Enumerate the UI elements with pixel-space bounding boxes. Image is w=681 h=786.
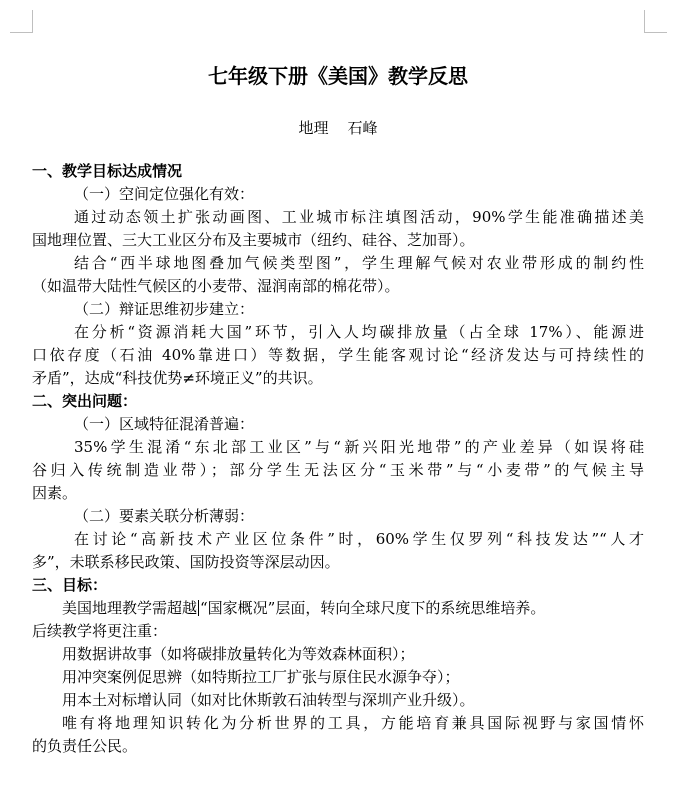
paragraph-line: （如温带大陆性气候区的小麦带、湿润南部的棉花带）。 bbox=[32, 277, 400, 295]
paragraph-line: 因素。 bbox=[32, 484, 78, 502]
paragraph-line: 多”，未联系移民政策、国防投资等深层动因。 bbox=[32, 553, 340, 571]
document-page bbox=[32, 58, 644, 758]
section-1-subheading-1: （一）空间定位强化有效： bbox=[74, 185, 255, 203]
paragraph-line: 谷归入传统制造业带）；部分学生无法区分“玉米带”与“小麦带”的气候主导 bbox=[32, 461, 644, 479]
paragraph-line: 35%学生混淆“东北部工业区”与“新兴阳光地带”的产业差异（如误将硅 bbox=[74, 438, 644, 456]
paragraph-text: 美国地理教学需超越 bbox=[62, 599, 198, 617]
document-author: 地理 石峰 bbox=[298, 119, 378, 137]
section-3-heading: 三、目标： bbox=[32, 576, 108, 594]
section-1-heading: 一、教学目标达成情况 bbox=[32, 162, 183, 180]
paragraph-line-with-cursor[interactable] bbox=[32, 597, 644, 620]
paragraph-line: 口依存度（石油 40%靠进口）等数据，学生能客观讨论“经济发达与可持续性的 bbox=[32, 346, 644, 364]
paragraph-line: 结合“西半球地图叠加气候类型图”，学生理解气候对农业带形成的制约性 bbox=[74, 254, 644, 272]
text-cursor bbox=[198, 600, 199, 616]
paragraph-line: 在分析“资源消耗大国”环节，引入人均碳排放量（占全球 17%）、能源进 bbox=[74, 323, 644, 341]
section-2-heading: 二、突出问题： bbox=[32, 392, 138, 410]
page-corner-mark-top-left bbox=[10, 10, 33, 33]
document-title: 七年级下册《美国》教学反思 bbox=[208, 64, 468, 88]
paragraph-line: 通过动态领土扩张动画图、工业城市标注填图活动，90%学生能准确描述美 bbox=[74, 208, 644, 226]
paragraph-line: 唯有将地理知识转化为分析世界的工具，方能培育兼具国际视野与家国情怀 bbox=[62, 714, 644, 732]
paragraph-text: “国家概况”层面，转向全球尺度下的系统思维培养。 bbox=[200, 599, 546, 617]
list-item: 用冲突案例促思辨（如特斯拉工厂扩张与原住民水源争夺）； bbox=[62, 668, 460, 686]
section-2-subheading-2: （二）要素关联分析薄弱： bbox=[74, 507, 255, 525]
paragraph-line: 国地理位置、三大工业区分布及主要城市（纽约、硅谷、芝加哥）。 bbox=[32, 231, 475, 249]
section-1-subheading-2: （二）辩证思维初步建立： bbox=[74, 300, 255, 318]
section-2-subheading-1: （一）区域特征混淆普遍： bbox=[74, 415, 255, 433]
paragraph-line: 在讨论“高新技术产业区位条件”时，60%学生仅罗列“科技发达”“人才 bbox=[74, 530, 644, 548]
list-item: 用本土对标增认同（如对比休斯敦石油转型与深圳产业升级）。 bbox=[62, 691, 475, 709]
list-item: 用数据讲故事（如将碳排放量转化为等效森林面积）； bbox=[62, 645, 415, 663]
page-corner-mark-top-right bbox=[644, 10, 667, 33]
paragraph-line: 的负责任公民。 bbox=[32, 737, 138, 755]
paragraph-line: 后续教学将更注重： bbox=[32, 622, 168, 640]
paragraph-line: 矛盾”，达成“科技优势≠环境正义”的共识。 bbox=[32, 369, 323, 387]
